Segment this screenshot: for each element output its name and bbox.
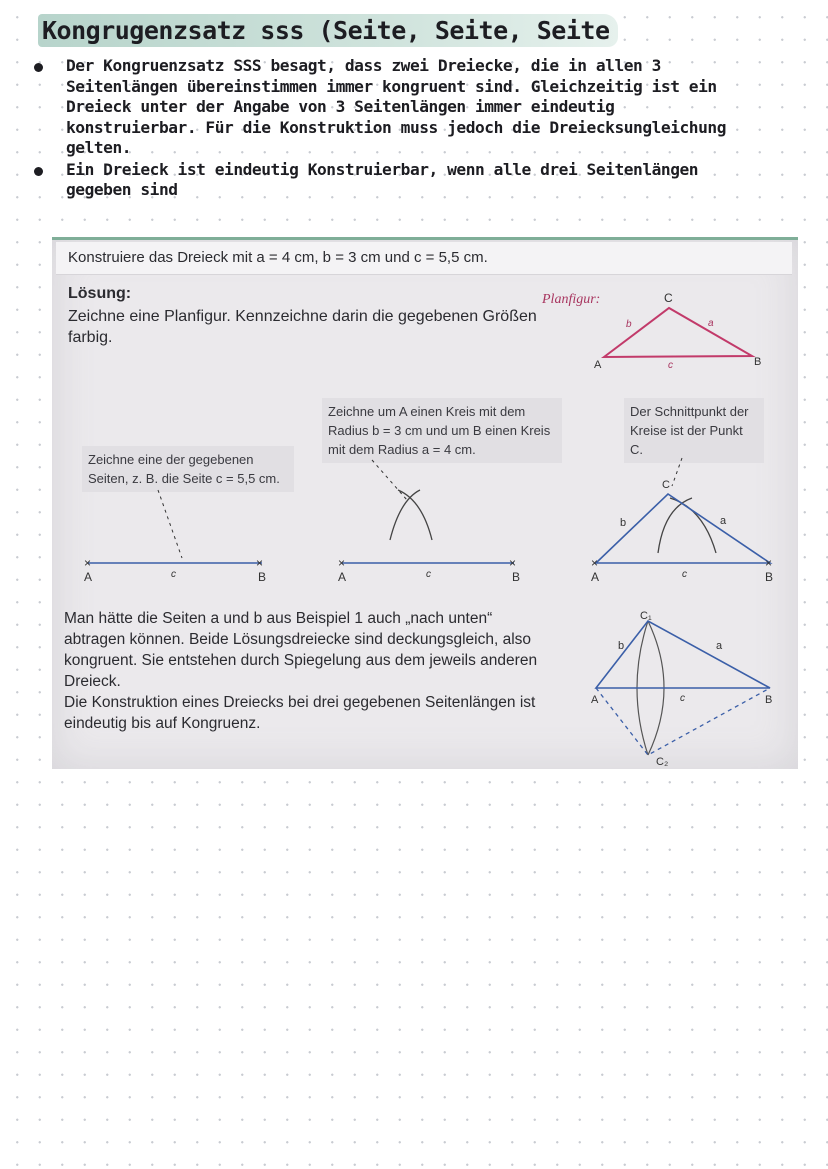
step1-pointer-line bbox=[158, 490, 182, 558]
planfigur-label-b: b bbox=[626, 319, 632, 330]
step3-arc-B bbox=[670, 498, 716, 553]
task-bar bbox=[56, 242, 792, 275]
planfigur-label-A: A bbox=[594, 359, 602, 371]
planfigur-label-B: B bbox=[754, 356, 762, 368]
bullet-item bbox=[30, 160, 750, 201]
bullet-dot-icon bbox=[34, 63, 43, 72]
step1-label-A: A bbox=[84, 570, 93, 584]
reflection-diagram bbox=[588, 605, 788, 769]
step3-text: Der Schnittpunkt der Kreise ist der Punkt C. bbox=[630, 404, 749, 457]
step2-label-c: c bbox=[426, 569, 431, 580]
step3-label-B: B bbox=[765, 570, 774, 584]
step1-label-B: B bbox=[258, 570, 267, 584]
step3-box bbox=[624, 398, 764, 463]
planfigur-triangle bbox=[604, 308, 752, 357]
reflection-label-C1: C₁ bbox=[640, 610, 652, 622]
bullet-item bbox=[30, 56, 750, 159]
planfigur-label-C: C bbox=[664, 291, 673, 305]
step3-diagram bbox=[588, 458, 788, 588]
bullet-list bbox=[30, 56, 750, 202]
solution-heading: Lösung: bbox=[68, 285, 132, 302]
reflection-label-B: B bbox=[765, 694, 773, 706]
planfigur-label: Planfigur: bbox=[542, 292, 601, 307]
step2-label-B: B bbox=[512, 570, 521, 584]
step3-cross-A-icon: × bbox=[591, 556, 599, 570]
step3-label-c: c bbox=[682, 569, 687, 580]
step3-label-C: C bbox=[662, 479, 670, 491]
step1-box bbox=[82, 446, 294, 492]
step2-text: Zeichne um A einen Kreis mit dem Radius b = 3 cm und um B einen Kreis mit dem Radius a = 4 cm. bbox=[328, 404, 551, 457]
step2-cross-A-icon: × bbox=[338, 556, 346, 570]
explanation-paragraph-1: Man hätte die Seiten a und b aus Beispiel 1 auch „nach unten“ abtragen können. Beide Lösungsdreiecke sind deckungsgleich, also kongruent. Sie entstehen durch Spiegelung aus dem jeweils anderen Dreieck. bbox=[64, 610, 538, 690]
explanation-text bbox=[64, 608, 554, 734]
reflection-label-a: a bbox=[716, 640, 723, 652]
step1-label-c: c bbox=[171, 569, 176, 580]
bullet-text: Ein Dreieck ist eindeutig Konstruierbar, wenn alle drei Seitenlängen gegeben sind bbox=[66, 159, 699, 199]
reflection-label-c: c bbox=[680, 693, 685, 704]
planfigur-diagram bbox=[592, 290, 792, 380]
task-text: Konstruiere das Dreieck mit a = 4 cm, b = 3 cm und c = 5,5 cm. bbox=[68, 249, 488, 266]
step3-label-a: a bbox=[720, 515, 727, 527]
reflection-label-b: b bbox=[618, 640, 625, 652]
step3-label-A: A bbox=[591, 570, 600, 584]
bullet-text: Der Kongruenzsatz SSS besagt, dass zwei Dreiecke, die in allen 3 Seitenlängen übereinstimmen immer kongruent sind. Gleichzeitig ist ein Dreieck unter der Angabe von 3 Seitenlängen immer eindeutig konstruierbar. Für die Konstruktion muss jedoch die Dreiecksungleichung gelten. bbox=[66, 56, 726, 157]
step1-diagram bbox=[82, 490, 282, 585]
step2-arc-B bbox=[398, 490, 432, 540]
step2-label-A: A bbox=[338, 570, 347, 584]
planfigur-label-c: c bbox=[668, 360, 673, 371]
reflection-triangle-upper bbox=[596, 621, 770, 688]
reflection-label-A: A bbox=[591, 694, 599, 706]
textbook-photo bbox=[52, 237, 798, 769]
page-title: Kongrugenzsatz sss (Seite, Seite, Seite bbox=[38, 14, 618, 47]
step3-cross-B-icon: × bbox=[765, 556, 773, 570]
step1-cross-B-icon: × bbox=[256, 556, 264, 570]
step2-diagram bbox=[332, 460, 532, 585]
step2-pointer-line bbox=[372, 460, 407, 500]
solution-text: Zeichne eine Planfigur. Kennzeichne darin die gegebenen Größen farbig. bbox=[68, 308, 537, 346]
step2-cross-B-icon: × bbox=[509, 556, 517, 570]
step2-box bbox=[322, 398, 562, 463]
planfigur-label-a: a bbox=[708, 318, 714, 329]
step1-cross-A-icon: × bbox=[84, 556, 92, 570]
step1-text: Zeichne eine der gegebenen Seiten, z. B. die Seite c = 5,5 cm. bbox=[88, 452, 280, 486]
step3-pointer-line bbox=[672, 458, 682, 486]
reflection-label-C2: C₂ bbox=[656, 756, 669, 768]
step3-label-b: b bbox=[620, 517, 627, 529]
explanation-paragraph-2: Die Konstruktion eines Dreiecks bei drei gegebenen Seitenlängen ist eindeutig bis auf Kongruenz. bbox=[64, 694, 536, 732]
bullet-dot-icon bbox=[34, 167, 43, 176]
